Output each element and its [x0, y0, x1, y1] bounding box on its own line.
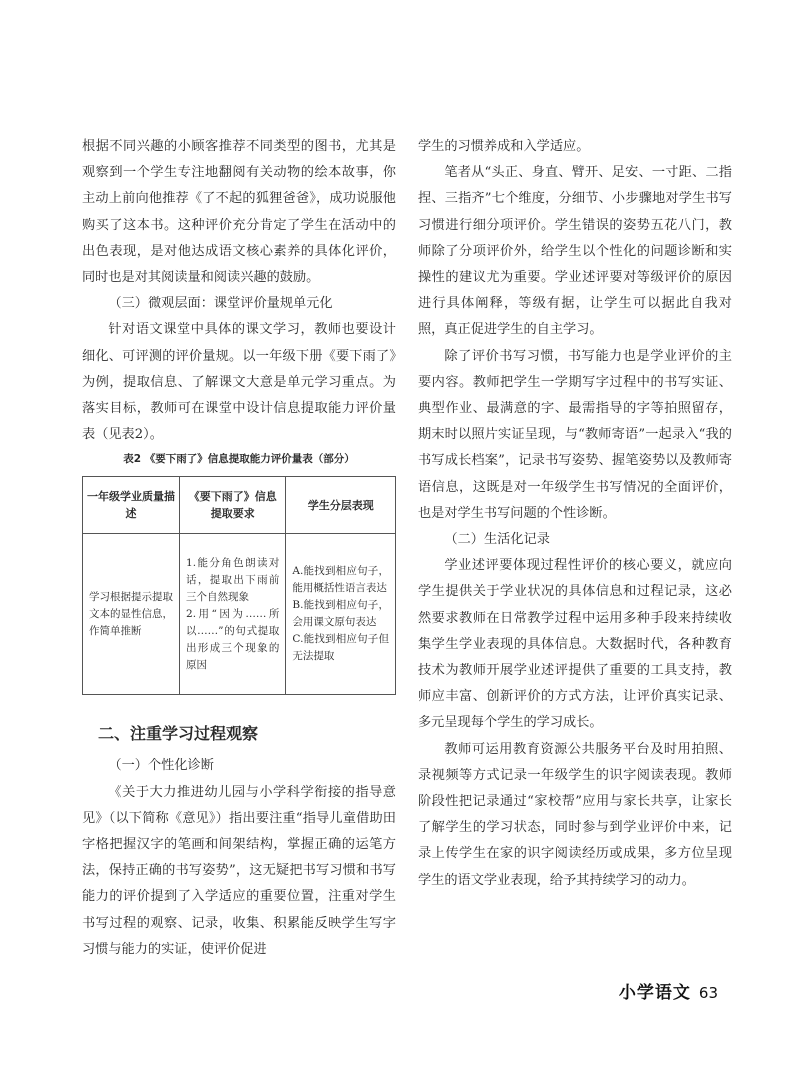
right-column — [418, 134, 732, 894]
table-header-quality: 一年级学业质量描述 — [83, 477, 180, 534]
left-paragraph-2: 针对语文课堂中具体的课文学习，教师也要设计细化、可评测的评价量规。以一年级下册《要下雨了》为例，提取信息、了解课文大意是单元学习重点。为落实目标，教师可在课堂中设计信息提取能力评价量表（见表2）。 — [82, 322, 396, 443]
right-paragraph-5: 教师可运用教育资源公共服务平台及时用拍照、录视频等方式记录一年级学生的识字阅读表现。教师阶段性把记录通过“家校帮”应用与家长共享，让家长了解学生的学习状态，同时参与到学业评价中来，记录上传学生在家的识字阅读经历或成果，多方位呈现学生的语文学业表现，给予其持续学习的动力。 — [418, 741, 732, 888]
subheading-personalized: （一）个性化诊断 — [108, 758, 214, 774]
section-heading-2: 二、注重学习过程观察 — [98, 724, 259, 744]
right-paragraph-1: 学生的习惯养成和入学适应。 — [418, 139, 590, 154]
page-number: 63 — [698, 984, 718, 1002]
table-cell-performance: A.能找到相应句子，能用概括性语言表达 B.能找到相应句子，会用课文原句表达 C.能找到相应句子但无法提取 — [286, 534, 396, 695]
left-column — [82, 134, 396, 963]
magazine-title: 小学语文 — [618, 983, 691, 1003]
table-cell-requirement: 1.能分角色朗读对话，提取出下雨前三个自然现象 2.用“因为……所以……”的句式提取出形成三个现象的原因 — [180, 534, 286, 695]
evaluation-table — [82, 476, 396, 695]
subheading-micro-level: （三）微观层面：课堂评价量规单元化 — [108, 296, 333, 312]
right-paragraph-4: 学业述评要体现过程性评价的核心要义，就应向学生提供关于学业状况的具体信息和过程记录，这必然要求教师在日常教学过程中运用多种手段来持续收集学生学业表现的具体信息。大数据时代，各种教育技术为教师开展学业述评提供了重要的工具支持，教师应丰富、创新评价的方式方法，让评价真实记录、多元呈现每个学生的学习成长。 — [418, 558, 732, 731]
table-header-performance: 学生分层表现 — [286, 477, 396, 534]
right-paragraph-3: 除了评价书写习惯，书写能力也是学业评价的主要内容。教师把学生一学期写字过程中的书写实证、典型作业、最满意的字、最需指导的字等拍照留存，期末时以照片实证呈现，与“教师寄语”一起录入“我的书写成长档案”，记录书写姿势、握笔姿势以及教师寄语信息，这既是对一年级学生书写情况的全面评价，也是对学生书写问题的个性诊断。 — [418, 348, 732, 521]
page-footer — [619, 978, 718, 1003]
left-paragraph-3: 《关于大力推进幼儿园与小学科学衔接的指导意见》（以下简称《意见》）指出要注重“指导儿童借助田字格把握汉字的笔画和间架结构，掌握正确的运笔方法，保持正确的书写姿势”，这无疑把书写习惯和书写能力的评价提到了入学适应的重要位置，注重对学生书写过程的观察、记录，收集、积累能反映学生写字习惯与能力的实证，使评价促进 — [82, 784, 396, 957]
table-caption: 表2 《要下雨了》信息提取能力评价量表（部分） — [123, 453, 355, 466]
right-paragraph-2: 笔者从“头正、身直、臂开、足安、一寸距、二指捏、三指齐”七个维度，分细节、小步骤地对学生书写习惯进行细分项评价。学生错误的姿势五花八门，教师除了分项评价外，给学生以个性化的问题诊断和实操性的建议尤为重要。学业述评要对等级评价的原因进行具体阐释，等级有据，让学生可以据此自我对照，真正促进学生的自主学习。 — [418, 165, 732, 338]
left-paragraph-1: 根据不同兴趣的小顾客推荐不同类型的图书，尤其是观察到一个学生专注地翻阅有关动物的绘本故事，你主动上前向他推荐《了不起的狐狸爸爸》，成功说服他购买了这本书。这种评价充分肯定了学生在活动中的出色表现，是对他达成语文核心素养的具体化评价，同时也是对其阅读量和阅读兴趣的鼓励。 — [82, 139, 396, 286]
table-header-requirement: 《要下雨了》信息提取要求 — [180, 477, 286, 534]
table-cell-quality: 学习根据提示提取文本的显性信息，作简单推断 — [83, 534, 180, 695]
subheading-life-record: （二）生活化记录 — [444, 532, 550, 548]
